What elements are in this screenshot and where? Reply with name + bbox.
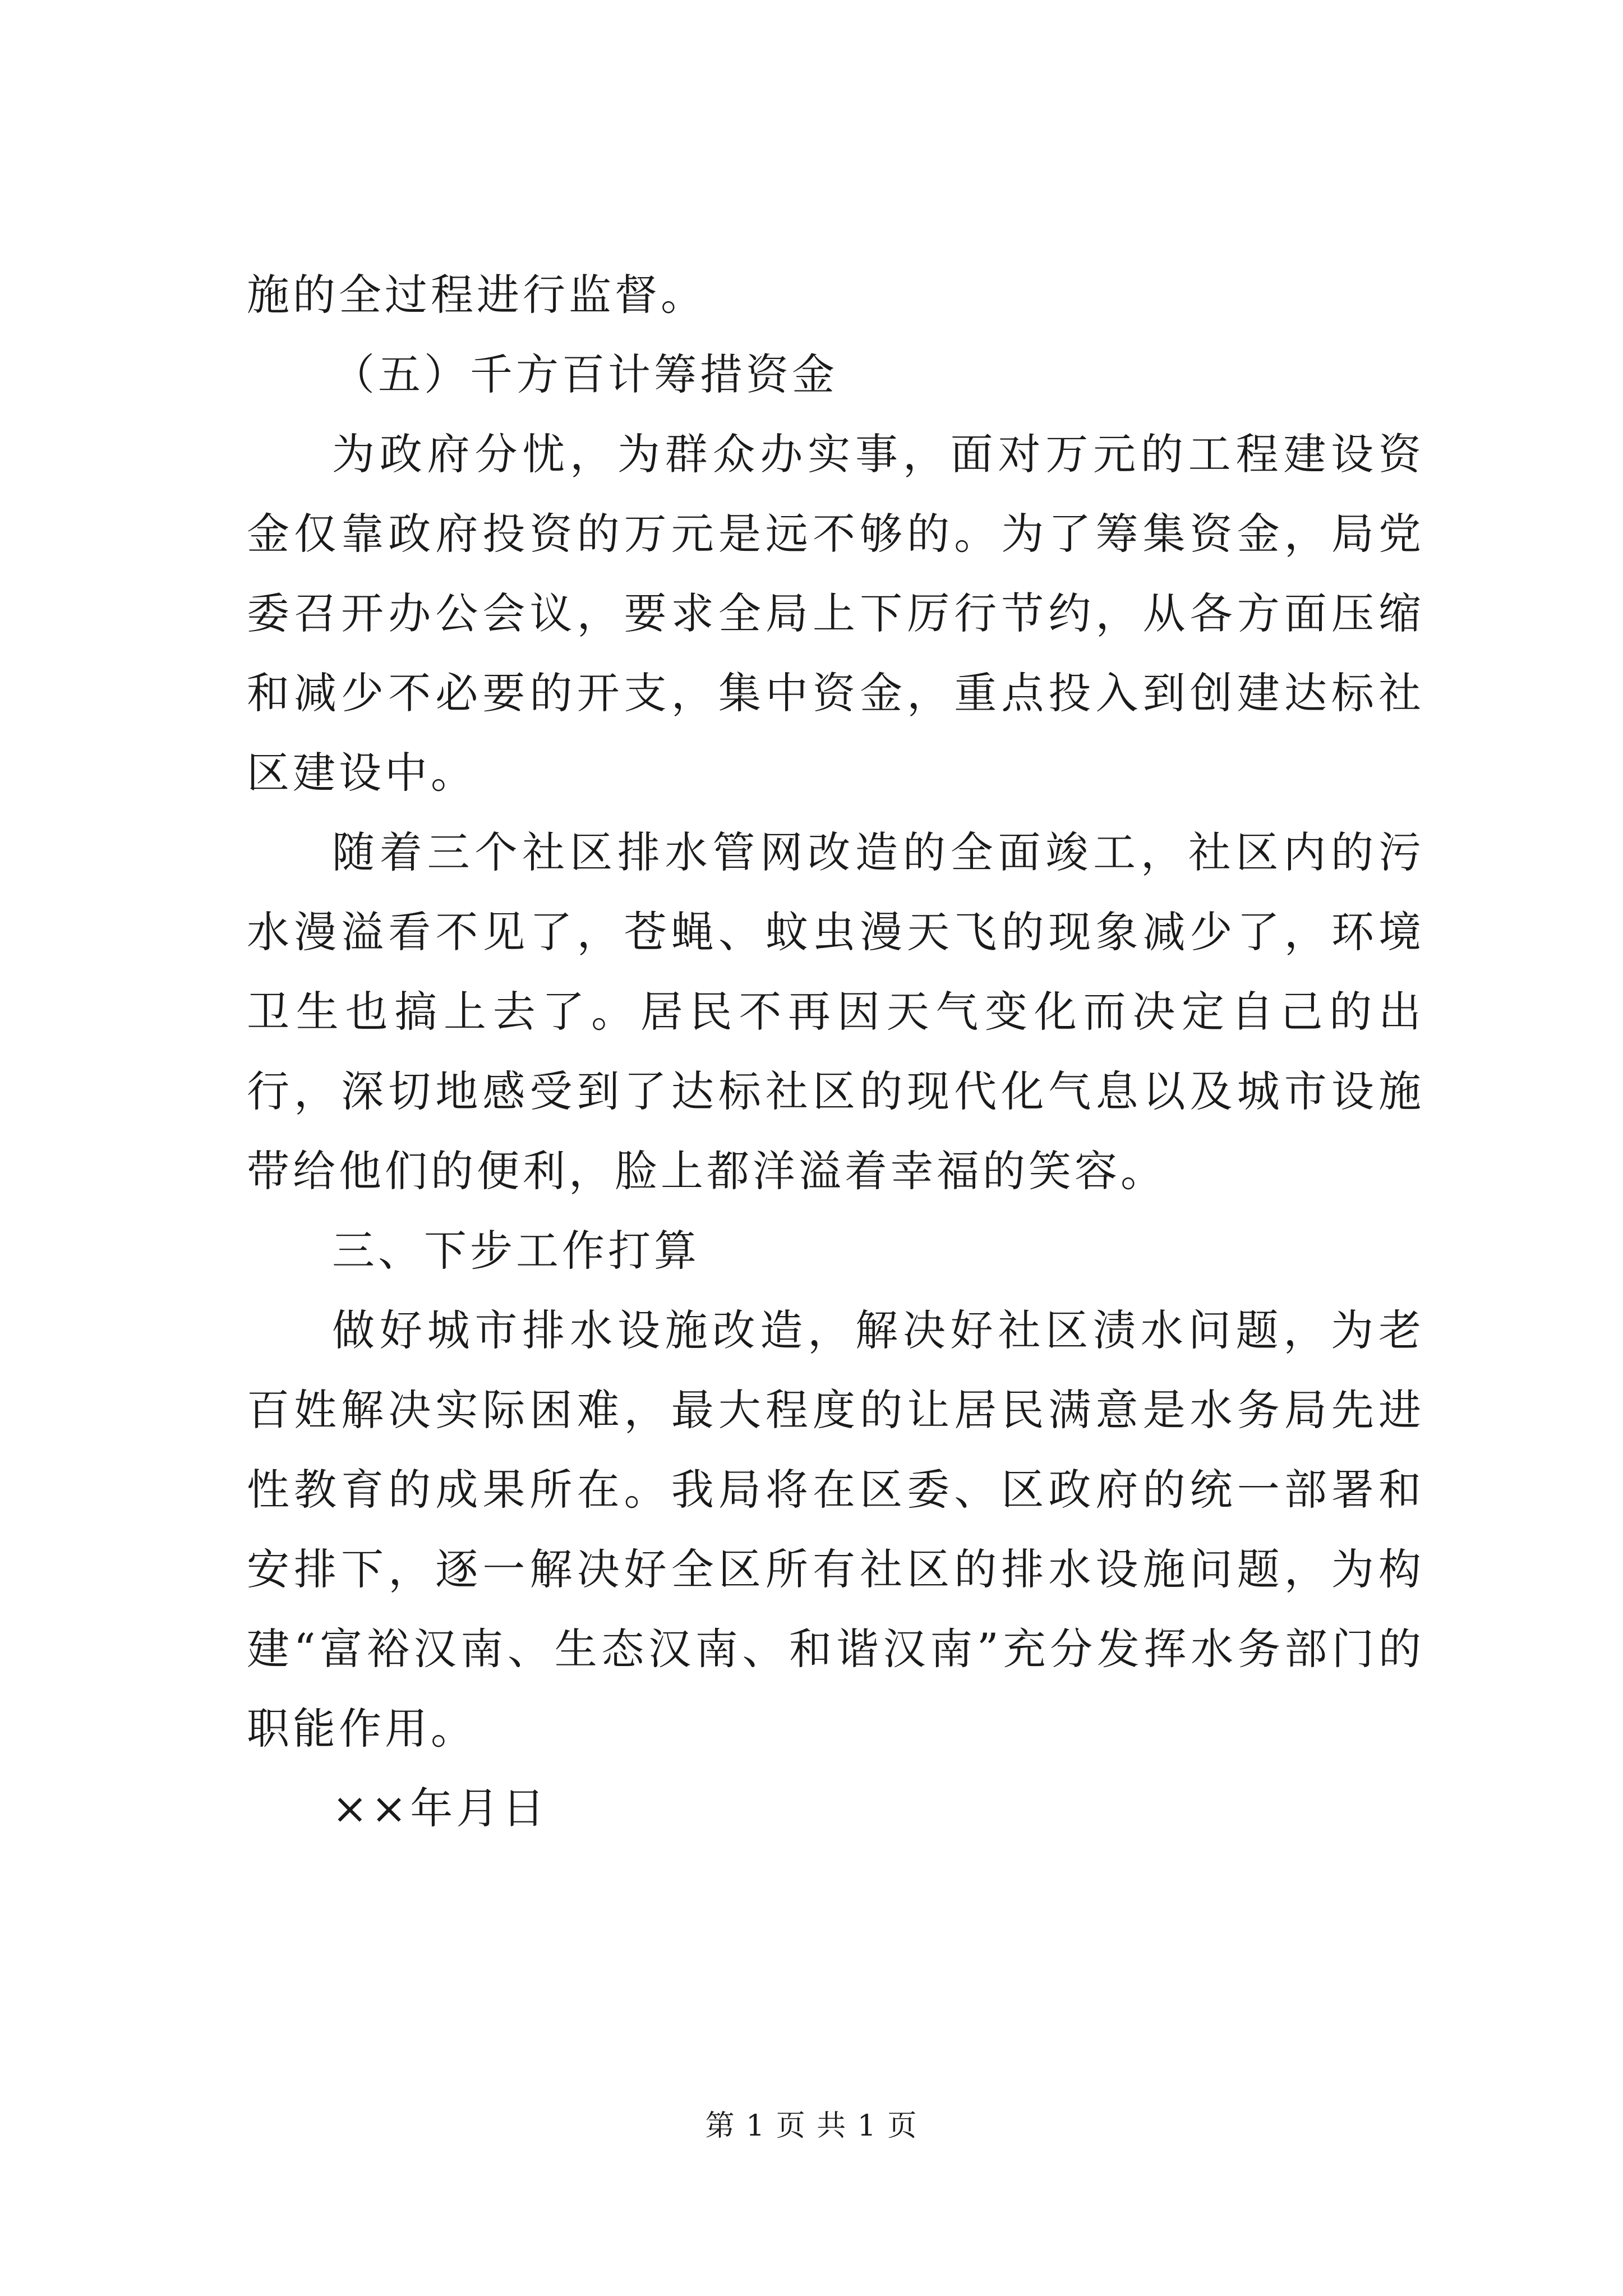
page-footer: 第 1 页 共 1 页 — [705, 2109, 918, 2143]
document-body — [247, 255, 1424, 1848]
paragraph-fundraising: 为政府分忧，为群众办实事，面对万元的工程建设资金仅靠政府投资的万元是远不够的。为了筹集资金，局党委召开办公会议，要求全局上下厉行节约，从各方面压缩和减少不必要的开支，集中资金，重点投入到创建达标社区建设中。 — [247, 429, 1424, 798]
paragraph-results: 随着三个社区排水管网改造的全面竣工，社区内的污水漫溢看不见了，苍蝇、蚊虫漫天飞的现象减少了，环境卫生也搞上去了。居民不再因天气变化而决定自己的出行，深切地感受到了达标社区的现代化气息以及城市设施带给他们的便利，脸上都洋溢着幸福的笑容。 — [247, 827, 1424, 1196]
section-heading-next-steps: 三、下步工作打算 — [332, 1226, 700, 1276]
section-heading-fundraising: （五）千方百计筹措资金 — [332, 349, 838, 399]
paragraph-next-steps: 做好城市排水设施改造，解决好社区渍水问题，为老百姓解决实际困难，最大程度的让居民满意是水务局先进性教育的成果所在。我局将在区委、区政府的统一部署和安排下，逐一解决好全区所有社区的排水设施问题，为构建“富裕汉南、生态汉南、和谐汉南”充分发挥水务部门的职能作用。 — [247, 1305, 1424, 1754]
date-line: ××年月日 — [332, 1783, 548, 1833]
paragraph-1: 施的全过程进行监督。 — [247, 270, 707, 320]
